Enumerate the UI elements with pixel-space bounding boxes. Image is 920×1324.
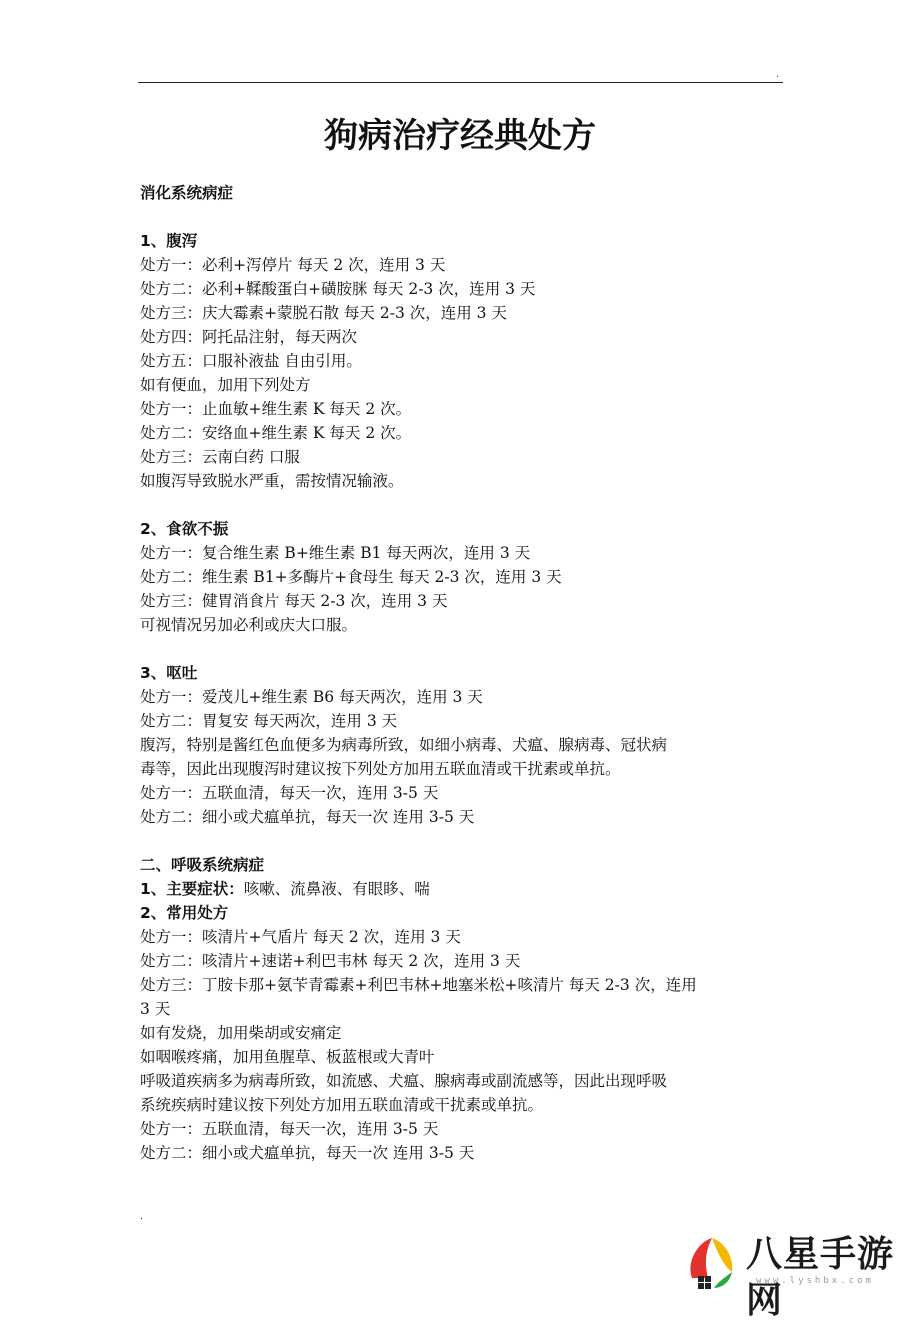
section-heading: 2、常用处方 xyxy=(140,904,229,922)
blank-line xyxy=(140,205,785,229)
header-dot: . xyxy=(776,69,780,80)
text-line: 处方五：口服补液盐 自由引用。 xyxy=(140,352,362,370)
document-title: 狗病治疗经典处方 xyxy=(324,116,596,156)
watermark xyxy=(684,1232,914,1321)
text-line: 可视情况另加必利或庆大口服。 xyxy=(140,616,358,634)
text-line: 处方一：爱茂儿+维生素 B6 每天两次，连用 3 天 xyxy=(140,688,483,706)
blank-line xyxy=(140,829,785,853)
text-line: 呼吸道疾病多为病毒所致，如流感、犬瘟、腺病毒或副流感等，因此出现呼吸 xyxy=(140,1072,668,1090)
text-line: 系统疾病时建议按下列处方加用五联血清或干扰素或单抗。 xyxy=(140,1096,544,1114)
watermark-logo-icon xyxy=(684,1232,740,1294)
text-line: 处方一：咳清片+气盾片 每天 2 次，连用 3 天 xyxy=(140,928,461,946)
symptom-label: 1、主要症状： xyxy=(140,880,244,898)
watermark-text: 八星手游网 xyxy=(746,1234,895,1321)
text-line: 处方二：胃复安 每天两次，连用 3 天 xyxy=(140,712,398,730)
text-line: 处方三：健胃消食片 每天 2-3 次，连用 3 天 xyxy=(140,592,448,610)
text-line: 处方三：丁胺卡那+氨苄青霉素+利巴韦林+地塞米松+咳清片 每天 2-3 次，连用 xyxy=(140,976,697,994)
text-line: 如咽喉疼痛，加用鱼腥草、板蓝根或大青叶 xyxy=(140,1048,435,1066)
text-line: 如腹泻导致脱水严重，需按情况输液。 xyxy=(140,472,404,490)
text-line: 处方三：庆大霉素+蒙脱石散 每天 2-3 次，连用 3 天 xyxy=(140,304,507,322)
watermark-url: www.lyshbx.com xyxy=(756,1276,874,1286)
text-line: 处方二：必利+鞣酸蛋白+磺胺脒 每天 2-3 次，连用 3 天 xyxy=(140,280,536,298)
text-line: 处方二：细小或犬瘟单抗，每天一次 连用 3-5 天 xyxy=(140,808,475,826)
text-line: 处方一：必利+泻停片 每天 2 次，连用 3 天 xyxy=(140,256,446,274)
document-body xyxy=(140,181,785,1165)
section-heading: 2、食欲不振 xyxy=(140,520,229,538)
text-line: 处方四：阿托品注射，每天两次 xyxy=(140,328,358,346)
text-line: 处方一：复合维生素 B+维生素 B1 每天两次，连用 3 天 xyxy=(140,544,531,562)
text-line: 处方一：止血敏+维生素 K 每天 2 次。 xyxy=(140,400,412,418)
blank-line xyxy=(140,493,785,517)
text-line: 处方二：安络血+维生素 K 每天 2 次。 xyxy=(140,424,412,442)
text-line: 毒等，因此出现腹泻时建议按下列处方加用五联血清或干扰素或单抗。 xyxy=(140,760,621,778)
section-heading: 二、呼吸系统病症 xyxy=(140,856,265,874)
text-line: 处方二：咳清片+速诺+利巴韦林 每天 2 次，连用 3 天 xyxy=(140,952,521,970)
text-line: 处方一：五联血清，每天一次，连用 3-5 天 xyxy=(140,1120,439,1138)
section-heading: 1、腹泻 xyxy=(140,232,198,250)
text-line: 如有便血，加用下列处方 xyxy=(140,376,311,394)
symptom-text: 咳嗽、流鼻液、有眼眵、喘 xyxy=(243,880,430,898)
section-heading: 3、呕吐 xyxy=(140,664,198,682)
text-line: 处方二：维生素 B1+多酶片+食母生 每天 2-3 次，连用 3 天 xyxy=(140,568,562,586)
text-line: 3 天 xyxy=(140,1000,171,1018)
symptom-line xyxy=(140,877,785,901)
blank-line xyxy=(140,637,785,661)
header-rule xyxy=(138,82,783,83)
section-heading: 消化系统病症 xyxy=(140,184,234,202)
text-line: 如有发烧，加用柴胡或安痛定 xyxy=(140,1024,342,1042)
footer-dot: . xyxy=(140,1211,144,1222)
text-line: 处方一：五联血清，每天一次，连用 3-5 天 xyxy=(140,784,439,802)
text-line: 处方二：细小或犬瘟单抗，每天一次 连用 3-5 天 xyxy=(140,1144,475,1162)
text-line: 腹泻，特别是酱红色血便多为病毒所致，如细小病毒、犬瘟、腺病毒、冠状病 xyxy=(140,736,668,754)
text-line: 处方三：云南白药 口服 xyxy=(140,448,300,466)
